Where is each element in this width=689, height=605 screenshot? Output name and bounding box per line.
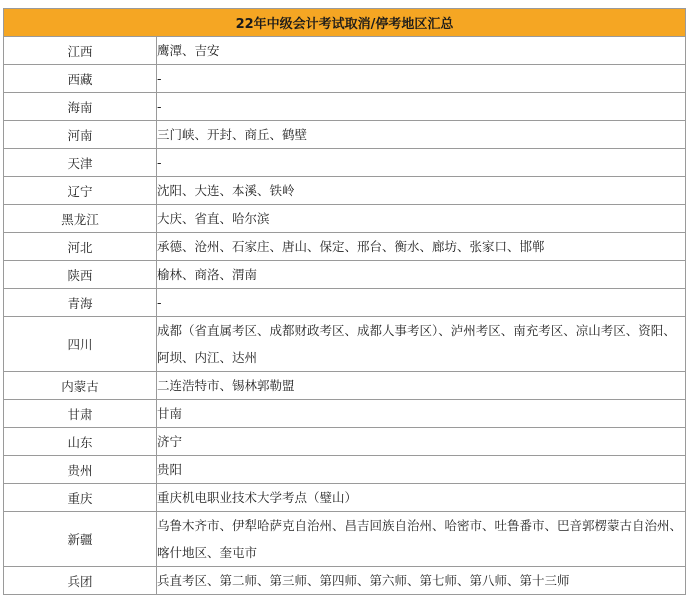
table-row xyxy=(4,317,686,372)
region-cell: 西藏 xyxy=(4,65,157,93)
table-row xyxy=(4,428,686,456)
detail-cell: 重庆机电职业技术大学考点（璧山） xyxy=(157,484,686,512)
detail-cell: 二连浩特市、锡林郭勒盟 xyxy=(157,372,686,400)
detail-cell: 榆林、商洛、渭南 xyxy=(157,261,686,289)
table-row xyxy=(4,372,686,400)
table-title: 22年中级会计考试取消/停考地区汇总 xyxy=(4,9,686,37)
table-row xyxy=(4,400,686,428)
region-cell: 新疆 xyxy=(4,512,157,567)
region-cell: 内蒙古 xyxy=(4,372,157,400)
table-row xyxy=(4,37,686,65)
table-row xyxy=(4,289,686,317)
region-cell: 河北 xyxy=(4,233,157,261)
table-row xyxy=(4,149,686,177)
table-row xyxy=(4,233,686,261)
detail-cell: 兵直考区、第二师、第三师、第四师、第六师、第七师、第八师、第十三师 xyxy=(157,567,686,595)
detail-cell: - xyxy=(157,289,686,317)
region-cell: 兵团 xyxy=(4,567,157,595)
region-cell: 海南 xyxy=(4,93,157,121)
detail-cell: 大庆、省直、哈尔滨 xyxy=(157,205,686,233)
region-cell: 辽宁 xyxy=(4,177,157,205)
table-row xyxy=(4,567,686,595)
region-cell: 江西 xyxy=(4,37,157,65)
detail-cell: 沈阳、大连、本溪、铁岭 xyxy=(157,177,686,205)
region-cell: 山东 xyxy=(4,428,157,456)
detail-cell: 鹰潭、吉安 xyxy=(157,37,686,65)
region-cell: 青海 xyxy=(4,289,157,317)
table-row xyxy=(4,512,686,567)
table-row xyxy=(4,65,686,93)
detail-cell: 甘南 xyxy=(157,400,686,428)
region-cell: 四川 xyxy=(4,317,157,372)
region-cell: 河南 xyxy=(4,121,157,149)
detail-cell: 承德、沧州、石家庄、唐山、保定、邢台、衡水、廊坊、张家口、邯郸 xyxy=(157,233,686,261)
region-cell: 陕西 xyxy=(4,261,157,289)
table-row xyxy=(4,93,686,121)
detail-cell: - xyxy=(157,65,686,93)
detail-cell: 成都（省直属考区、成都财政考区、成都人事考区）、泸州考区、南充考区、凉山考区、资阳、阿坝、内江、达州 xyxy=(157,317,686,372)
exam-cancellation-table xyxy=(3,8,686,595)
region-cell: 重庆 xyxy=(4,484,157,512)
region-cell: 天津 xyxy=(4,149,157,177)
detail-cell: 贵阳 xyxy=(157,456,686,484)
region-cell: 黑龙江 xyxy=(4,205,157,233)
region-cell: 贵州 xyxy=(4,456,157,484)
detail-cell: 三门峡、开封、商丘、鹤壁 xyxy=(157,121,686,149)
table-row xyxy=(4,261,686,289)
detail-cell: 乌鲁木齐市、伊犁哈萨克自治州、昌吉回族自治州、哈密市、吐鲁番市、巴音郭楞蒙古自治州、喀什地区、奎屯市 xyxy=(157,512,686,567)
detail-cell: - xyxy=(157,149,686,177)
table-row xyxy=(4,177,686,205)
detail-cell: - xyxy=(157,93,686,121)
table-row xyxy=(4,121,686,149)
table-row xyxy=(4,456,686,484)
table-row xyxy=(4,484,686,512)
detail-cell: 济宁 xyxy=(157,428,686,456)
region-cell: 甘肃 xyxy=(4,400,157,428)
table-row xyxy=(4,205,686,233)
